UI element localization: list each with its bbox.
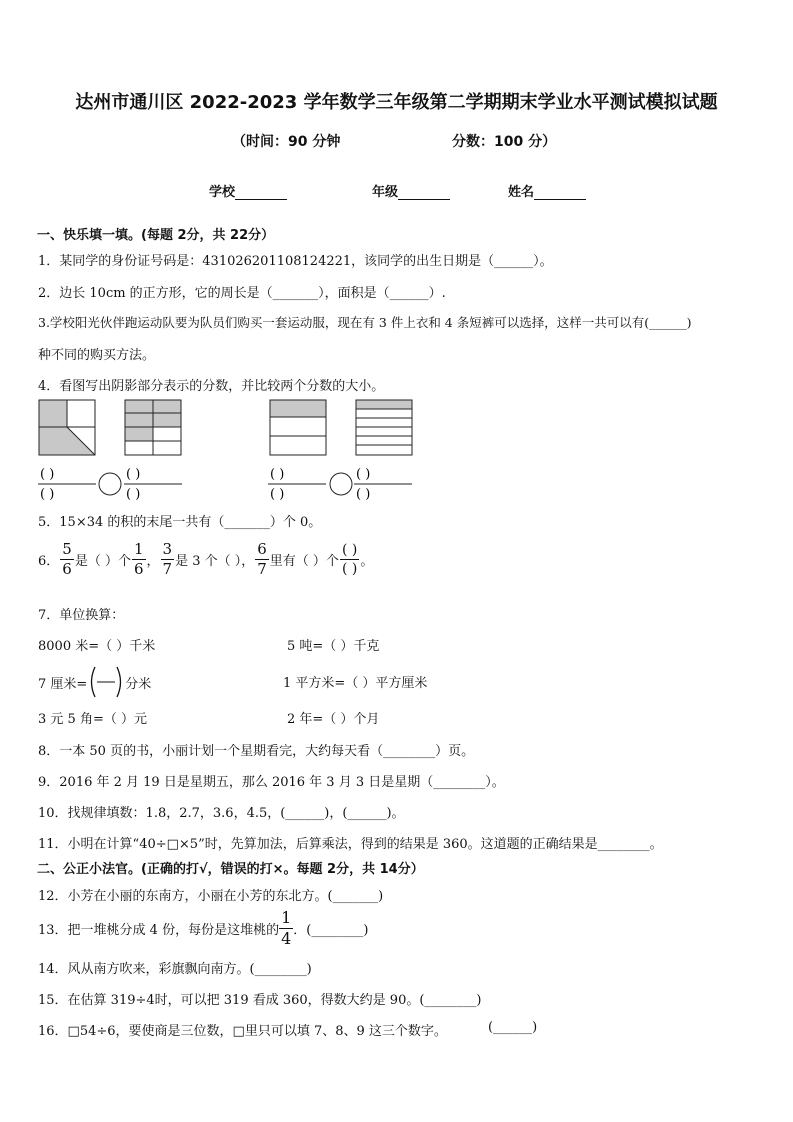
- question-7-title: 7．单位换算：: [38, 608, 125, 623]
- grade-field: [372, 181, 450, 200]
- question-3: 3.学校阳光伙伴跑运动队要为队员们购买一套运动服，现在有 3 件上衣和 4 条短裤可以选择，这样一共可以有(______): [38, 315, 692, 330]
- q6-f2-num: 1: [133, 540, 144, 558]
- figure-4-shaded-strips: [356, 400, 412, 455]
- q6-fraction-6-7: [255, 542, 269, 577]
- q6-f1-den: 6: [62, 560, 72, 578]
- q7-item-f: 2 年=（ ）个月: [287, 712, 380, 727]
- section-2-title: 二、公正小法官。(正确的打√，错误的打×。每题 2分，共 14分）: [37, 862, 424, 877]
- q7-c-right: 分米: [125, 676, 152, 692]
- name-field: [508, 181, 586, 200]
- question-11: 11．小明在计算“40÷□×5”时，先算加法，后算乘法，得到的结果是 360。这道题的正确结果是________。: [38, 837, 663, 852]
- section-1-title: 一、快乐填一填。(每题 2分，共 22分）: [37, 228, 275, 243]
- name-label: 姓名: [508, 185, 535, 200]
- question-6: [38, 542, 373, 577]
- fraction-4-den-blank[interactable]: ( ): [356, 487, 371, 502]
- school-field: [209, 181, 287, 200]
- q6-blank-den[interactable]: ( ): [341, 561, 358, 577]
- fraction-2-den-blank[interactable]: ( ): [126, 487, 141, 502]
- exam-time: （时间：90 分钟: [232, 134, 341, 150]
- q6-blank-num[interactable]: ( ): [341, 542, 358, 558]
- q6-text-2: ，: [146, 554, 160, 569]
- question-2: 2．边长 10cm 的正方形，它的周长是（_______），面积是（______）.: [38, 286, 446, 301]
- question-14: 14．风从南方吹来，彩旗飘向南方。(________): [38, 962, 312, 977]
- q6-f2-den: 6: [133, 560, 144, 578]
- q6-text-1: 是（ ）个: [74, 554, 131, 569]
- question-9: 9．2016 年 2 月 19 日是星期五，那么 2016 年 3 月 3 日是星期（________）。: [38, 775, 505, 790]
- q7-item-b: 5 吨=（ ）千克: [287, 639, 380, 654]
- grade-label: 年级: [372, 185, 399, 200]
- q13-text-pre: 13．把一堆桃分成 4 份，每份是这堆桃的: [38, 923, 280, 938]
- question-16: 16．□54÷6，要使商是三位数，□里只可以填 7、8、9 这三个数字。: [38, 1024, 447, 1039]
- question-15: 15．在估算 319÷4时，可以把 319 看成 360，得数大约是 90。(________): [38, 993, 482, 1008]
- compare-circle-2[interactable]: [330, 473, 352, 495]
- q6-text-3: 是 3 个（ ），: [175, 554, 255, 569]
- fraction-3-den-blank[interactable]: ( ): [270, 487, 285, 502]
- fraction-1-num-blank[interactable]: ( ): [40, 467, 55, 482]
- q7-item-a: 8000 米=（ ）千米: [38, 639, 156, 654]
- question-3-cont: 种不同的购买方法。: [38, 348, 156, 363]
- question-13: [38, 910, 368, 947]
- q6-fraction-5-6: [60, 542, 74, 577]
- name-blank[interactable]: [534, 185, 586, 200]
- q6-prefix: 6．: [38, 554, 60, 569]
- q13-fraction-1-4: [279, 910, 293, 947]
- question-8: 8．一本 50 页的书，小丽计划一个星期看完，大约每天看（________）页。: [38, 744, 475, 759]
- q13-text-post: ．(________): [293, 923, 369, 938]
- q6-fraction-3-7: [161, 542, 175, 577]
- fraction-2-num-blank[interactable]: ( ): [126, 467, 141, 482]
- question-12: 12．小芳在小丽的东南方，小丽在小芳的东北方。(_______): [38, 889, 384, 904]
- q6-text-4: 里有（ ）个: [269, 554, 339, 569]
- q7-c-left: 7 厘米=: [38, 676, 88, 692]
- q7-item-d: 1 平方米=（ ）平方厘米: [283, 676, 428, 691]
- q6-text-5: 。: [360, 554, 374, 569]
- page-title: 达州市通川区 2022-2023 学年数学三年级第二学期期末学业水平测试模拟试题: [75, 92, 718, 113]
- q6-fraction-1-6: [132, 542, 146, 577]
- q13-den: 4: [281, 929, 292, 948]
- q13-num: 1: [281, 908, 292, 927]
- compare-circle-1[interactable]: [99, 473, 121, 495]
- fraction-4-num-blank[interactable]: ( ): [356, 467, 371, 482]
- q6-f3-den: 7: [162, 560, 173, 578]
- q6-f1-num: 5: [62, 540, 72, 558]
- fraction-3-num-blank[interactable]: ( ): [270, 467, 285, 482]
- school-blank[interactable]: [235, 185, 287, 200]
- figure-3-shaded-strips: [270, 400, 326, 455]
- fraction-1-den-blank[interactable]: ( ): [40, 487, 55, 502]
- q7-c-fraction-blank[interactable]: [87, 664, 125, 700]
- q6-f4-den: 7: [257, 560, 267, 578]
- question-16-blank[interactable]: (______): [488, 1020, 538, 1035]
- school-label: 学校: [209, 185, 236, 200]
- q6-blank-fraction[interactable]: [340, 543, 359, 576]
- figure-1-shaded-square: [39, 400, 95, 455]
- figure-2-shaded-grid: [125, 400, 181, 455]
- question-10: 10．找规律填数：1.8，2.7，3.6，4.5，(______)，(______)。: [38, 806, 405, 821]
- q6-f3-num: 3: [162, 540, 173, 558]
- q6-f4-num: 6: [257, 540, 267, 558]
- question-4: 4．看图写出阴影部分表示的分数，并比较两个分数的大小。: [38, 379, 385, 394]
- question-1: 1．某同学的身份证号码是：431026201108124221，该同学的出生日期是（______）。: [38, 254, 553, 269]
- q7-item-c: [38, 664, 151, 700]
- exam-score: 分数：100 分）: [452, 134, 557, 150]
- question-4-figures: [30, 396, 430, 504]
- question-5: 5．15×34 的积的末尾一共有（_______）个 0。: [38, 515, 322, 530]
- q7-item-e: 3 元 5 角=（ ）元: [38, 712, 147, 727]
- grade-blank[interactable]: [398, 185, 450, 200]
